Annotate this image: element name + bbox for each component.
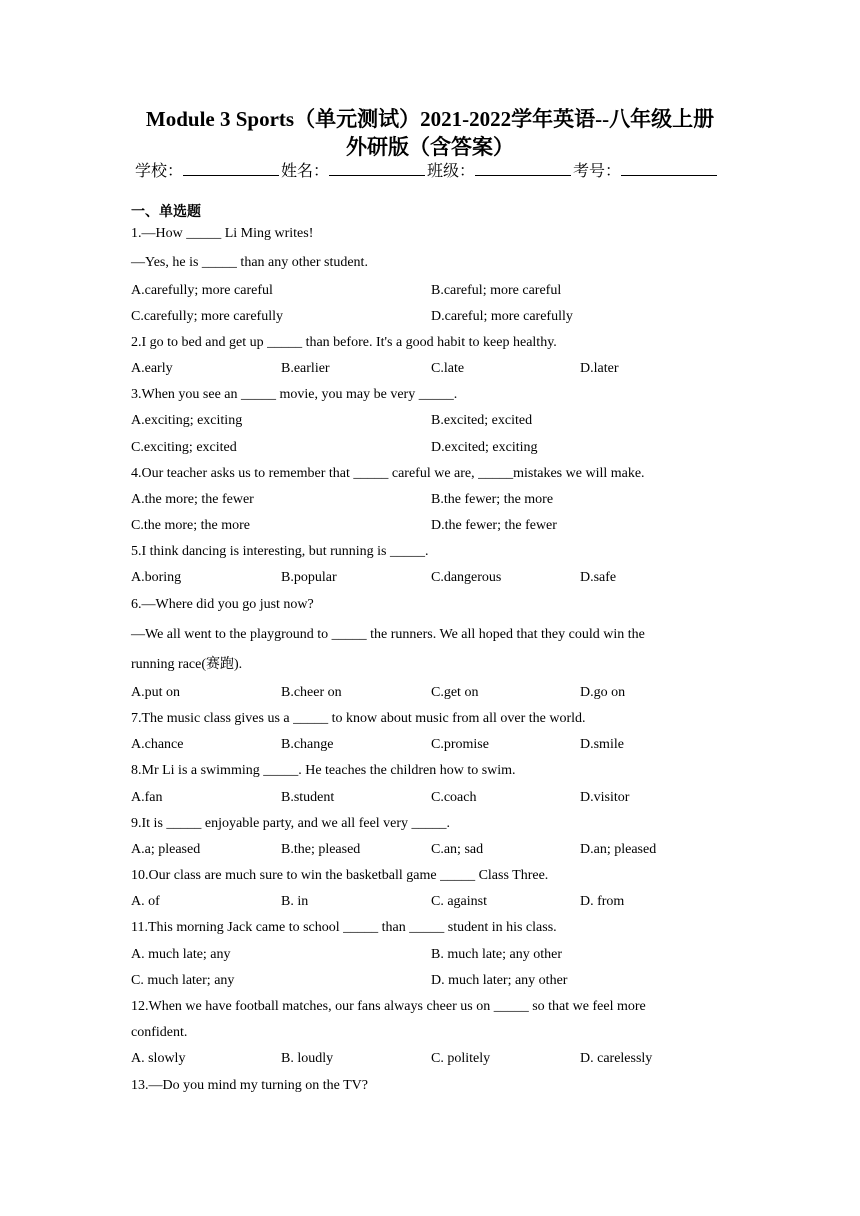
- option-a: A.fan: [131, 790, 163, 805]
- option-c: C.promise: [431, 737, 489, 752]
- question-stem: 1.—How _____ Li Ming writes!: [131, 226, 314, 241]
- question-stem: 5.I think dancing is interesting, but running is _____.: [131, 544, 429, 559]
- option-d: D. much later; any other: [431, 973, 568, 988]
- option-c: C.dangerous: [431, 570, 502, 585]
- option-c: C.an; sad: [431, 842, 484, 857]
- option-d: D.safe: [580, 570, 617, 585]
- question-stem: —We all went to the playground to _____ the runners. We all hoped that they could win the: [131, 627, 645, 642]
- option-a: A.chance: [131, 737, 184, 752]
- option-c: C. much later; any: [131, 973, 235, 988]
- school-label: 学校：: [135, 163, 184, 180]
- option-a: A.put on: [131, 685, 180, 700]
- option-d: D. carelessly: [580, 1051, 653, 1066]
- option-a: A.exciting; exciting: [131, 413, 243, 428]
- question-stem: confident.: [131, 1025, 188, 1040]
- option-b: B.careful; more careful: [431, 283, 562, 298]
- class-label: 班级：: [427, 163, 476, 180]
- option-b: B.earlier: [281, 361, 330, 376]
- option-b: B.excited; excited: [431, 413, 533, 428]
- option-b: B. loudly: [281, 1051, 334, 1066]
- option-b: B.change: [281, 737, 334, 752]
- option-b: B. in: [281, 894, 309, 909]
- option-b: B.popular: [281, 570, 337, 585]
- option-b: B.student: [281, 790, 335, 805]
- question-stem: 11.This morning Jack came to school _____ than _____ student in his class.: [131, 920, 557, 935]
- option-d: D.later: [580, 361, 619, 376]
- option-b: B.cheer on: [281, 685, 342, 700]
- option-a: A.early: [131, 361, 173, 376]
- section-title: 一、单选题: [131, 204, 201, 220]
- name-blank: [329, 160, 425, 176]
- school-blank: [183, 160, 279, 176]
- option-a: A.boring: [131, 570, 182, 585]
- question-stem: 8.Mr Li is a swimming _____. He teaches the children how to swim.: [131, 763, 516, 778]
- question-stem: 9.It is _____ enjoyable party, and we all feel very _____.: [131, 816, 451, 831]
- option-d: D.visitor: [580, 790, 630, 805]
- option-a: A. slowly: [131, 1051, 186, 1066]
- option-a: A.the more; the fewer: [131, 492, 254, 507]
- option-a: A. of: [131, 894, 160, 909]
- option-d: D.careful; more carefully: [431, 309, 573, 324]
- question-stem: 3.When you see an _____ movie, you may be very _____.: [131, 387, 458, 402]
- option-b: B.the fewer; the more: [431, 492, 554, 507]
- option-d: D.an; pleased: [580, 842, 657, 857]
- exam-number-label: 考号：: [573, 163, 622, 180]
- option-d: D.go on: [580, 685, 626, 700]
- question-stem: 13.—Do you mind my turning on the TV?: [131, 1078, 368, 1093]
- option-a: A.carefully; more careful: [131, 283, 273, 298]
- question-stem: 10.Our class are much sure to win the basketball game _____ Class Three.: [131, 868, 549, 883]
- question-stem: 7.The music class gives us a _____ to know about music from all over the world.: [131, 711, 586, 726]
- option-c: C. against: [431, 894, 487, 909]
- question-stem: 2.I go to bed and get up _____ than before. It's a good habit to keep healthy.: [131, 335, 557, 350]
- question-stem: —Yes, he is _____ than any other student.: [131, 255, 368, 270]
- option-a: A. much late; any: [131, 947, 231, 962]
- option-d: D.excited; exciting: [431, 440, 538, 455]
- option-c: C.the more; the more: [131, 518, 250, 533]
- option-c: C.exciting; excited: [131, 440, 237, 455]
- option-c: C.get on: [431, 685, 479, 700]
- option-c: C.carefully; more carefully: [131, 309, 283, 324]
- question-stem: 4.Our teacher asks us to remember that _____ careful we are, _____mistakes we will make.: [131, 466, 645, 481]
- option-b: B.the; pleased: [281, 842, 361, 857]
- option-d: D. from: [580, 894, 625, 909]
- exam-title-line2: 外研版（含答案）: [346, 135, 514, 159]
- class-blank: [475, 160, 571, 176]
- exam-title-line1: Module 3 Sports（单元测试）2021-2022学年英语--八年级上册: [145, 107, 715, 131]
- student-info-line: [135, 160, 719, 183]
- exam-number-blank: [621, 160, 717, 176]
- option-d: D.smile: [580, 737, 624, 752]
- option-c: C.coach: [431, 790, 477, 805]
- question-stem: 6.—Where did you go just now?: [131, 597, 314, 612]
- option-c: C.late: [431, 361, 465, 376]
- option-b: B. much late; any other: [431, 947, 563, 962]
- option-a: A.a; pleased: [131, 842, 201, 857]
- option-c: C. politely: [431, 1051, 491, 1066]
- question-stem: 12.When we have football matches, our fans always cheer us on _____ so that we feel more: [131, 999, 646, 1014]
- question-stem: running race(赛跑).: [131, 657, 243, 672]
- option-d: D.the fewer; the fewer: [431, 518, 557, 533]
- name-label: 姓名：: [281, 163, 330, 180]
